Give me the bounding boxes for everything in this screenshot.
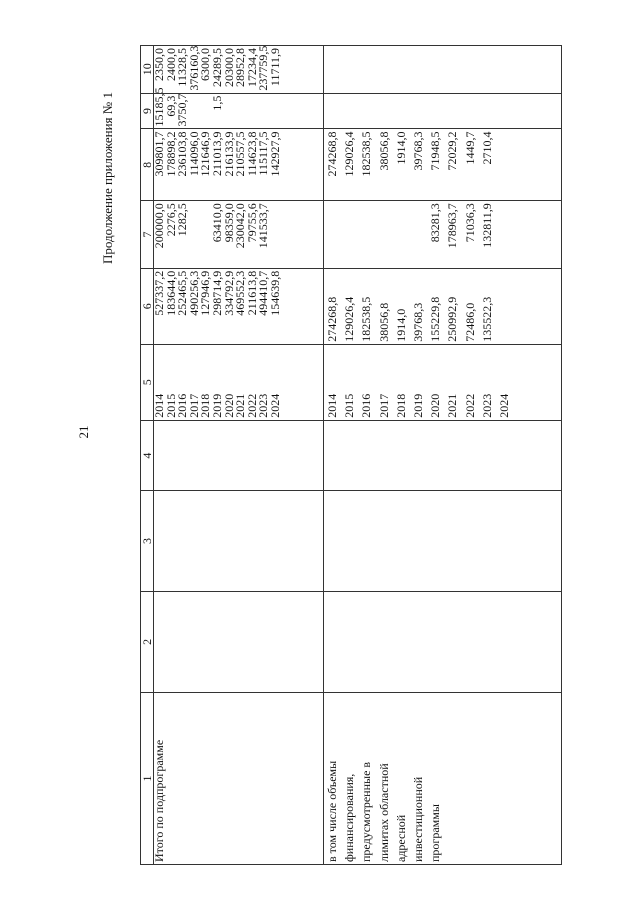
value-cell: 274268,8	[325, 131, 339, 177]
value-cell: 237759,5	[256, 45, 271, 91]
value-cell: 6300,0	[198, 48, 213, 81]
label-line: предусмотренные в	[359, 761, 374, 862]
block2-col8	[324, 129, 562, 201]
block1-years	[154, 344, 324, 420]
value-cell: 1449,7	[462, 131, 477, 165]
value-cell: 2019	[410, 393, 425, 418]
value-cell: 2022	[462, 393, 477, 418]
value-cell	[410, 203, 427, 266]
value-cell: 274268,8	[325, 296, 339, 342]
value-cell: 39768,3	[410, 131, 425, 171]
value-cell: 98359,0	[221, 203, 236, 243]
header-cell: 7	[141, 201, 154, 269]
value-cell: 2015	[342, 393, 357, 418]
value-cell	[496, 131, 513, 198]
value-cell: 83281,3	[428, 203, 443, 243]
value-cell: 490256,3	[186, 270, 201, 316]
value-cell: 2015	[163, 393, 178, 418]
value-cell: 527337,2	[152, 270, 166, 316]
value-cell: 2019	[209, 393, 224, 418]
value-cell: 154639,8	[267, 270, 282, 316]
value-cell: 2017	[376, 393, 391, 418]
value-cell: 216133,9	[221, 131, 236, 177]
value-cell: 2018	[393, 393, 408, 418]
value-cell: 39768,3	[410, 302, 425, 342]
block2-row	[324, 46, 562, 865]
value-cell: 2022	[244, 393, 259, 418]
value-cell: 142927,9	[267, 131, 282, 177]
value-cell: 2016	[175, 393, 190, 418]
value-cell	[324, 203, 341, 266]
value-cell: 28952,8	[233, 48, 248, 87]
value-cell: 494410,7	[256, 270, 271, 316]
value-cell: 127946,9	[198, 270, 213, 316]
value-cell: 79755,6	[244, 203, 259, 243]
value-cell: 11711,9	[267, 48, 282, 87]
value-cell: 2016	[359, 393, 374, 418]
value-cell: 469552,3	[233, 270, 248, 316]
value-cell: 69,3	[163, 95, 178, 117]
value-cell: 2020	[428, 393, 443, 418]
value-cell: 11328,5	[175, 48, 190, 87]
value-cell: 210557,5	[233, 131, 248, 177]
value-cell: 2014	[325, 393, 339, 418]
financing-table	[140, 45, 562, 865]
value-cell: 72486,0	[462, 302, 477, 342]
value-cell: 178963,7	[445, 203, 460, 249]
header-cell: 10	[141, 46, 154, 94]
block2-years	[324, 344, 562, 420]
value-cell: 2023	[479, 393, 494, 418]
value-cell: 1,5	[209, 95, 224, 111]
value-cell	[376, 203, 393, 266]
value-cell: 141533,7	[256, 203, 271, 249]
label-line: финансирования,	[342, 773, 357, 862]
value-cell	[496, 203, 513, 266]
value-cell	[258, 96, 270, 127]
value-cell: 2710,4	[479, 131, 494, 165]
value-cell: 1282,5	[175, 203, 190, 237]
value-cell: 178898,2	[163, 131, 178, 177]
header-cell: 3	[141, 491, 154, 591]
value-cell: 2014	[152, 393, 166, 418]
value-cell: 3750,7	[175, 93, 190, 127]
value-cell	[341, 203, 358, 266]
block1-label: Итого по подпрограмме	[154, 692, 324, 864]
value-cell: 211013,9	[209, 131, 224, 176]
value-cell	[270, 96, 282, 127]
value-cell: 334792,9	[221, 270, 236, 316]
value-cell: 2024	[267, 393, 282, 418]
header-cell: 8	[141, 129, 154, 201]
value-cell: 129026,4	[342, 296, 357, 342]
value-cell	[224, 96, 236, 127]
value-cell	[358, 203, 375, 266]
value-cell: 2018	[198, 393, 213, 418]
header-cell: 9	[141, 93, 154, 129]
header-cell: 4	[141, 420, 154, 491]
value-cell: 376160,3	[186, 45, 201, 91]
label-line: программы	[428, 804, 443, 862]
value-cell: 2350,0	[152, 48, 166, 81]
value-cell: 2276,5	[163, 203, 178, 237]
value-cell: 63410,0	[209, 203, 224, 243]
rotated-table-container	[140, 45, 560, 865]
block2-label	[324, 692, 562, 864]
value-cell: 2017	[186, 393, 201, 418]
value-cell: 72029,2	[445, 131, 460, 171]
value-cell: 20300,0	[221, 48, 236, 87]
value-cell: 24289,5	[209, 48, 224, 87]
value-cell: 2024	[496, 393, 511, 418]
value-cell: 71948,5	[428, 131, 443, 171]
value-cell: 38056,8	[376, 131, 391, 171]
value-cell: 132811,9	[479, 203, 494, 248]
page-number: 21	[76, 425, 91, 439]
value-cell	[189, 203, 201, 266]
label-line: инвестиционной	[410, 776, 425, 862]
value-cell: 155229,8	[428, 296, 443, 342]
value-cell: 15185,5	[152, 87, 166, 127]
value-cell: 114623,8	[244, 131, 259, 176]
value-cell: 182538,5	[359, 296, 374, 342]
value-cell: 121646,9	[198, 131, 213, 177]
value-cell	[393, 203, 410, 266]
value-cell: 2400,0	[163, 48, 178, 81]
header-cell: 6	[141, 268, 154, 344]
value-cell	[189, 96, 201, 127]
value-cell: 2021	[445, 393, 460, 418]
value-cell: 115117,5	[256, 131, 271, 176]
value-cell: 38056,8	[376, 302, 391, 342]
block1-col10	[154, 46, 324, 94]
block1-col6	[154, 268, 324, 344]
value-cell: 2023	[256, 393, 271, 418]
value-cell: 1914,0	[393, 131, 408, 165]
label-line: лимитах областной	[376, 763, 391, 862]
value-cell: 298714,9	[209, 270, 224, 316]
value-cell	[235, 96, 247, 127]
value-cell	[496, 271, 513, 342]
value-cell: 2020	[221, 393, 236, 418]
header-cell: 5	[141, 344, 154, 420]
label-line: адресной	[393, 814, 408, 862]
value-cell: 200000,0	[152, 203, 166, 249]
value-cell	[270, 203, 282, 266]
value-cell: 250992,9	[445, 296, 460, 342]
value-cell: 309801,7	[152, 131, 166, 177]
value-cell: 211613,8	[244, 270, 259, 316]
value-cell: 252465,5	[175, 270, 190, 316]
block1-col9	[152, 87, 324, 129]
value-cell: 114096,0	[186, 131, 201, 176]
value-cell	[247, 96, 259, 127]
block1-col8	[154, 129, 324, 201]
block2-col7	[324, 201, 562, 269]
continuation-title: Продолжение приложения № 1	[100, 92, 115, 264]
value-cell: 236103,8	[175, 131, 190, 177]
header-cell: 2	[141, 591, 154, 692]
value-cell: 183644,0	[163, 270, 178, 316]
header-cell: 1	[141, 692, 154, 864]
label-line: в том числе объемы	[325, 760, 339, 862]
block1-col7	[154, 201, 324, 269]
block2-col6	[324, 268, 562, 344]
value-cell: 1914,0	[393, 308, 408, 342]
value-cell: 2021	[233, 393, 248, 418]
value-cell: 182538,5	[359, 131, 374, 177]
value-cell: 230042,0	[233, 203, 248, 249]
value-cell: 71036,3	[462, 203, 477, 243]
block1-row	[154, 46, 324, 865]
value-cell: 129026,4	[342, 131, 357, 177]
value-cell: 135522,3	[479, 296, 494, 342]
value-cell: 17234,4	[244, 48, 259, 87]
